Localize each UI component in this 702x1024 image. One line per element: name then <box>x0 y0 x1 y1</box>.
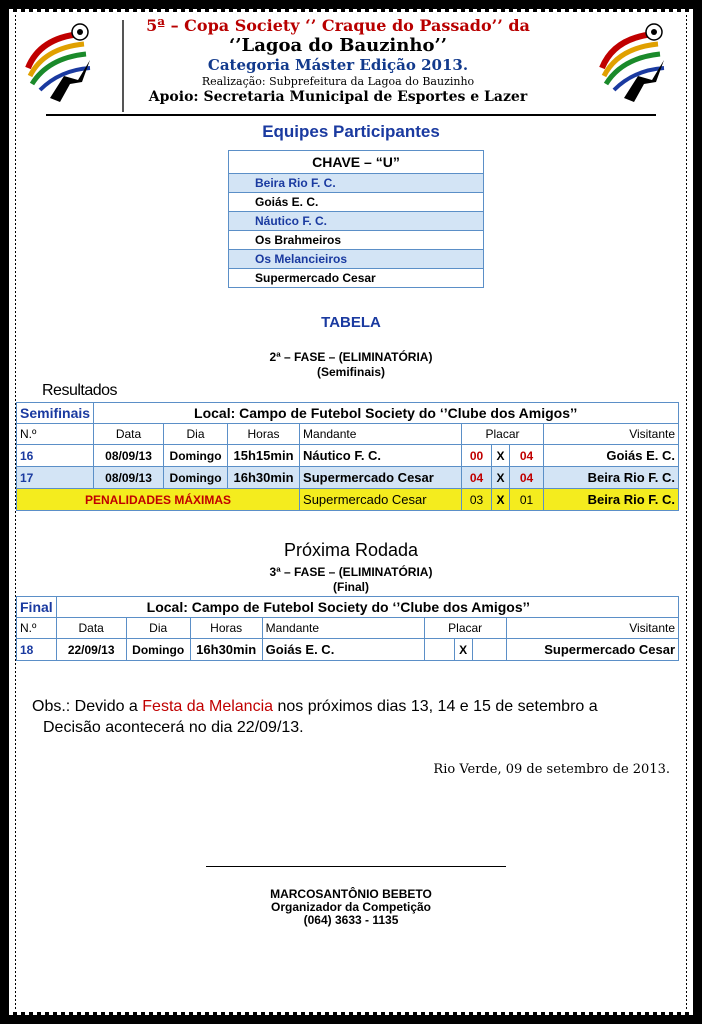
match-score-away: 04 <box>510 467 544 489</box>
match-score-home: 00 <box>462 445 492 467</box>
col-dia: Dia <box>126 618 190 639</box>
semifinais-local: Local: Campo de Futebol Society do ‘’Clube dos Amigos’’ <box>94 403 679 424</box>
match-time: 16h30min <box>190 639 262 661</box>
col-placar: Placar <box>462 424 544 445</box>
match-number: 18 <box>17 639 57 661</box>
match-home: Náutico F. C. <box>300 445 462 467</box>
col-horas: Horas <box>228 424 300 445</box>
match-away: Beira Rio F. C. <box>544 467 679 489</box>
match-score-home <box>424 639 454 661</box>
match-date: 08/09/13 <box>94 445 164 467</box>
match-x: X <box>454 639 472 661</box>
penalties-label: PENALIDADES MÁXIMAS <box>17 489 300 511</box>
match-number: 17 <box>17 467 94 489</box>
tabela-title: TABELA <box>321 314 381 331</box>
match-date: 22/09/13 <box>56 639 126 661</box>
proxima-rodada-title: Próxima Rodada <box>283 540 419 560</box>
col-placar: Placar <box>424 618 506 639</box>
header-line-5: Apoio: Secretaria Municipal de Esportes e Lazer <box>148 89 528 105</box>
match-number: 16 <box>17 445 94 467</box>
col-numero: N.º <box>17 618 57 639</box>
final-label: Final <box>17 597 57 618</box>
document <box>16 14 686 1010</box>
match-score-away <box>472 639 506 661</box>
document-date: Rio Verde, 09 de setembro de 2013. <box>433 762 670 777</box>
final-table <box>16 596 679 661</box>
obs-highlight: Festa da Melancia <box>142 698 274 715</box>
soccer-logo-right <box>594 20 684 110</box>
observation <box>32 696 672 738</box>
col-dia: Dia <box>164 424 228 445</box>
table-row <box>17 445 679 467</box>
penalties-x: X <box>492 489 510 511</box>
semifinais-table <box>16 402 679 511</box>
match-away: Supermercado Cesar <box>506 639 678 661</box>
fase-3-title: 3ª – FASE – (ELIMINATÓRIA) <box>269 565 433 579</box>
match-home: Goiás E. C. <box>262 639 424 661</box>
penalties-row <box>17 489 679 511</box>
team-item: Náutico F. C. <box>229 212 484 231</box>
team-item: Goiás E. C. <box>229 193 484 212</box>
signature-phone: (064) 3633 - 1135 <box>303 913 399 927</box>
team-item: Supermercado Cesar <box>229 269 484 288</box>
obs-text-b: nos próximos dias 13, 14 e 15 de setembro a <box>273 698 598 715</box>
match-x: X <box>492 467 510 489</box>
penalties-score-away: 01 <box>510 489 544 511</box>
final-local: Local: Campo de Futebol Society do ‘’Clube dos Amigos’’ <box>56 597 678 618</box>
penalties-home: Supermercado Cesar <box>300 489 462 511</box>
header-line-1: 5ª – Copa Society ‘’ Craque do Passado’’ da <box>146 16 530 35</box>
penalties-score-home: 03 <box>462 489 492 511</box>
col-visitante: Visitante <box>506 618 678 639</box>
header-line-4: Realização: Subprefeitura da Lagoa do Bauzinho <box>201 75 475 88</box>
soccer-logo-left <box>20 20 110 110</box>
chave-table <box>228 150 484 288</box>
match-day: Domingo <box>164 467 228 489</box>
table-row <box>17 467 679 489</box>
fase-2-title: 2ª – FASE – (ELIMINATÓRIA) <box>269 350 433 364</box>
header <box>120 16 556 106</box>
team-item: Os Melancieiros <box>229 250 484 269</box>
table-row <box>17 639 679 661</box>
col-data: Data <box>94 424 164 445</box>
signature-role: Organizador da Competição <box>270 900 432 914</box>
penalties-away: Beira Rio F. C. <box>544 489 679 511</box>
match-time: 16h30min <box>228 467 300 489</box>
obs-text-c: Decisão acontecerá no dia 22/09/13. <box>43 719 304 736</box>
col-numero: N.º <box>17 424 94 445</box>
fase-3-sub: (Final) <box>333 580 369 594</box>
chave-header: CHAVE – “U” <box>229 151 484 174</box>
match-x: X <box>492 445 510 467</box>
header-rule <box>46 114 656 116</box>
fase-2-sub: (Semifinais) <box>316 365 385 379</box>
team-item: Beira Rio F. C. <box>229 174 484 193</box>
equipes-title: Equipes Participantes <box>262 122 440 141</box>
match-score-away: 04 <box>510 445 544 467</box>
signature-name: MARCOSANTÔNIO BEBETO <box>270 887 432 901</box>
resultados-label: Resultados <box>42 382 118 399</box>
match-away: Goiás E. C. <box>544 445 679 467</box>
match-time: 15h15min <box>228 445 300 467</box>
match-day: Domingo <box>164 445 228 467</box>
col-mandante: Mandante <box>262 618 424 639</box>
header-line-2: ‘’Lagoa do Bauzinho’’ <box>229 35 447 56</box>
col-horas: Horas <box>190 618 262 639</box>
semifinais-label: Semifinais <box>17 403 94 424</box>
col-mandante: Mandante <box>300 424 462 445</box>
match-home: Supermercado Cesar <box>300 467 462 489</box>
header-line-3: Categoria Máster Edição 2013. <box>207 56 469 74</box>
match-score-home: 04 <box>462 467 492 489</box>
team-item: Os Brahmeiros <box>229 231 484 250</box>
match-date: 08/09/13 <box>94 467 164 489</box>
col-data: Data <box>56 618 126 639</box>
match-day: Domingo <box>126 639 190 661</box>
col-visitante: Visitante <box>544 424 679 445</box>
signature-line <box>206 866 506 867</box>
obs-text-a: Obs.: Devido a <box>32 698 143 715</box>
